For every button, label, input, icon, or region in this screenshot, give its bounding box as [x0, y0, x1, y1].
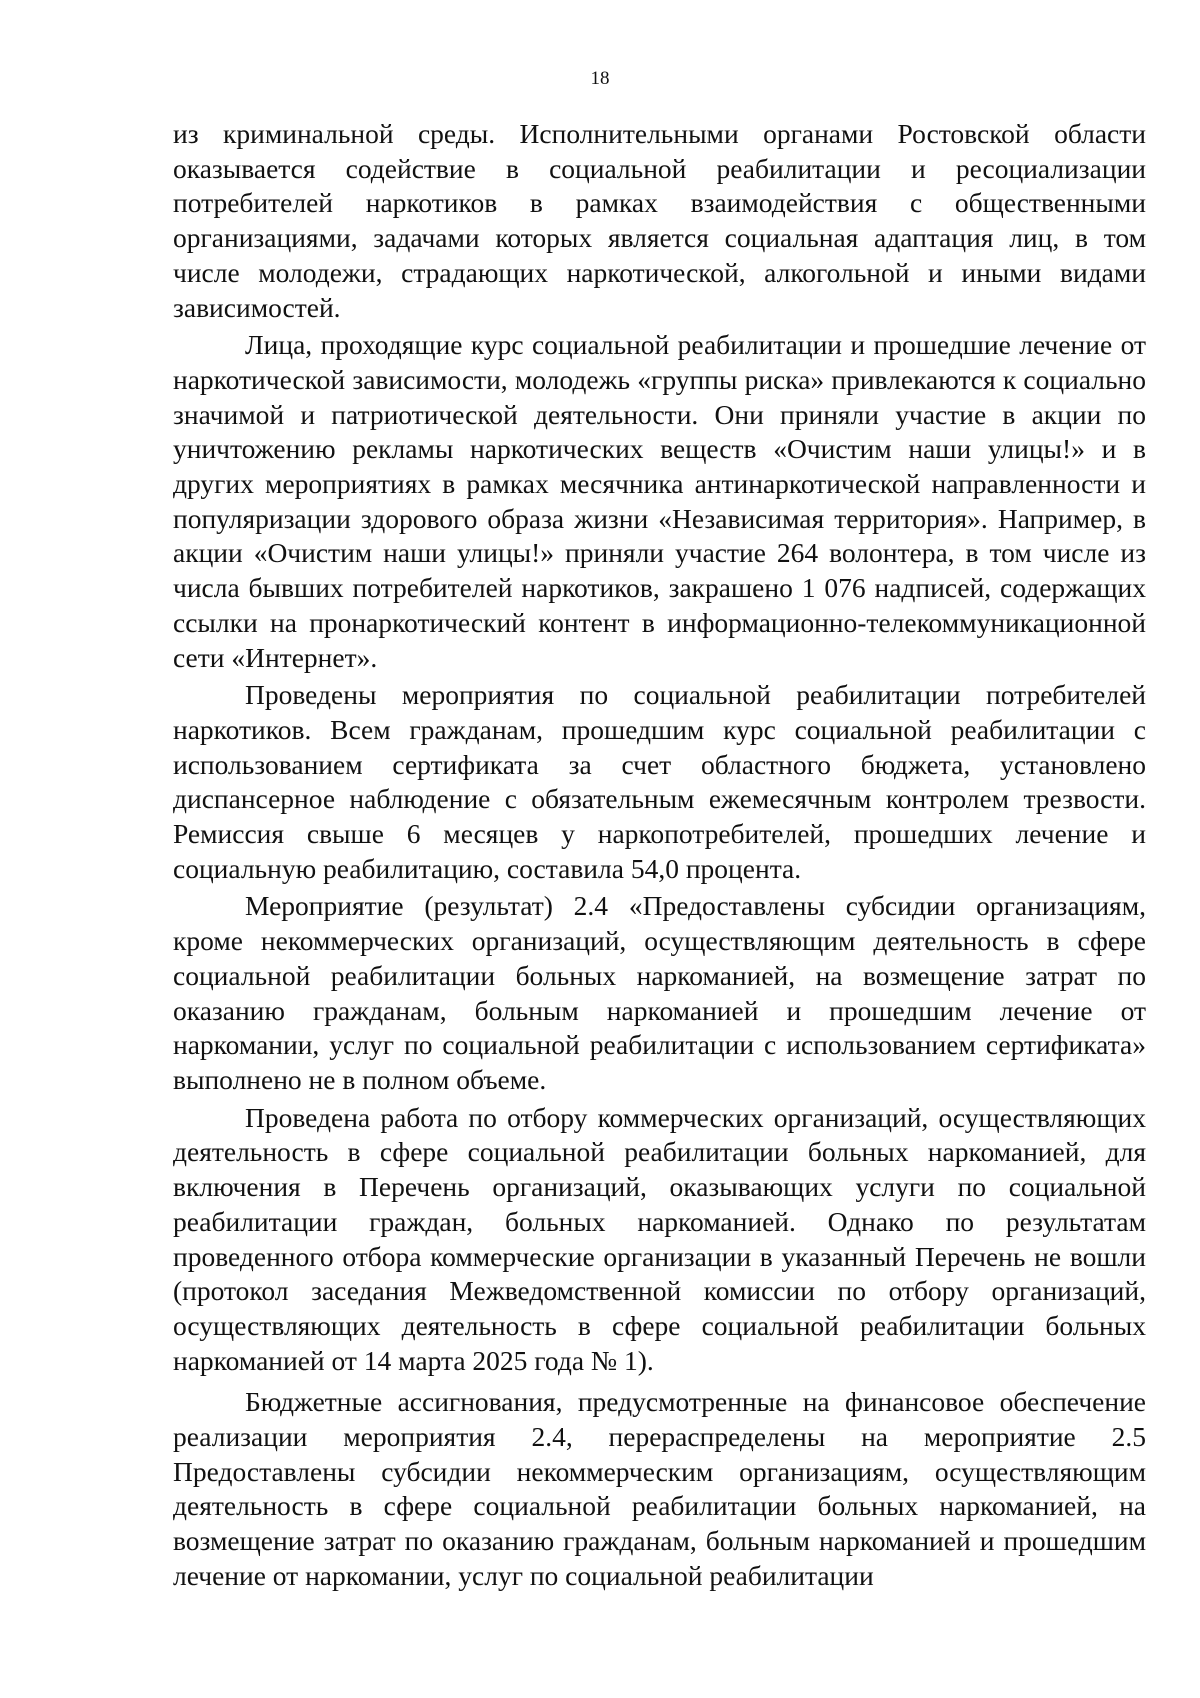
body-text: [173, 117, 1146, 1594]
paragraph-budget-allocations: Бюджетные ассигнования, предусмотренные на финансовое обеспечение реализации мероприятия 2.4, перераспределены на мероприятие 2.5 Предоставлены субсидии некоммерческим организациям, осуществляющим деятельность в сфере социальной реабилитации больных наркоманией, на возмещение затрат по оказанию гражданам, больным наркоманией и прошедшим лечение от наркомании, услуг по социальной реабилитации: [173, 1386, 1146, 1591]
paragraph-social-rehabilitation: Проведены мероприятия по социальной реабилитации потребителей наркотиков. Всем гражданам, прошедшим курс социальной реабилитации с использованием сертификата за счет областного бюджета, установлено диспансерное наблюдение с обязательным ежемесячным контролем трезвости. Ремиссия свыше 6 месяцев у наркопотребителей, прошедших лечение и социальную реабилитацию, составила 54,0 процента.: [173, 679, 1146, 884]
paragraph-rehabilitation-activities: Лица, проходящие курс социальной реабилитации и прошедшие лечение от наркотической зависимости, молодежь «группы риска» привлекаются к социально значимой и патриотической деятельности. Они приняли участие в акции по уничтожению рекламы наркотических веществ «Очистим наши улицы!» и в других мероприятиях в рамках месячника антинаркотической направленности и популяризации здорового образа жизни «Независимая территория». Например, в акции «Очистим наши улицы!» приняли участие 264 волонтера, в том числе из числа бывших потребителей наркотиков, закрашено 1 076 надписей, содержащих ссылки на пронаркотический контент в информационно-телекоммуникационной сети «Интернет».: [173, 329, 1146, 673]
paragraph-continuation: из криминальной среды. Исполнительными органами Ростовской области оказывается содействие в социальной реабилитации и ресоциализации потребителей наркотиков в рамках взаимодействия с общественными организациями, задачами которых является социальная адаптация лиц, в том числе молодежи, страдающих наркотической, алкогольной и иными видами зависимостей.: [173, 118, 1146, 323]
page-number: 18: [590, 68, 610, 89]
paragraph-selection-work: Проведена работа по отбору коммерческих организаций, осуществляющих деятельность в сфере социальной реабилитации больных наркоманией, для включения в Перечень организаций, оказывающих услуги по социальной реабилитации граждан, больных наркоманией. Однако по результатам проведенного отбора коммерческие организации в указанный Перечень не вошли (протокол заседания Межведомственной комиссии по отбору организаций, осуществляющих деятельность в сфере социальной реабилитации больных наркоманией от 14 марта 2025 года № 1).: [173, 1101, 1146, 1376]
paragraph-measure-2-4: Мероприятие (результат) 2.4 «Предоставлены субсидии организациям, кроме некоммерческих организаций, осуществляющим деятельность в сфере социальной реабилитации больных наркоманией, на возмещение затрат по оказанию гражданам, больным наркоманией и прошедшим лечение от наркомании, услуг по социальной реабилитации с использованием сертификата» выполнено не в полном объеме.: [173, 890, 1146, 1095]
